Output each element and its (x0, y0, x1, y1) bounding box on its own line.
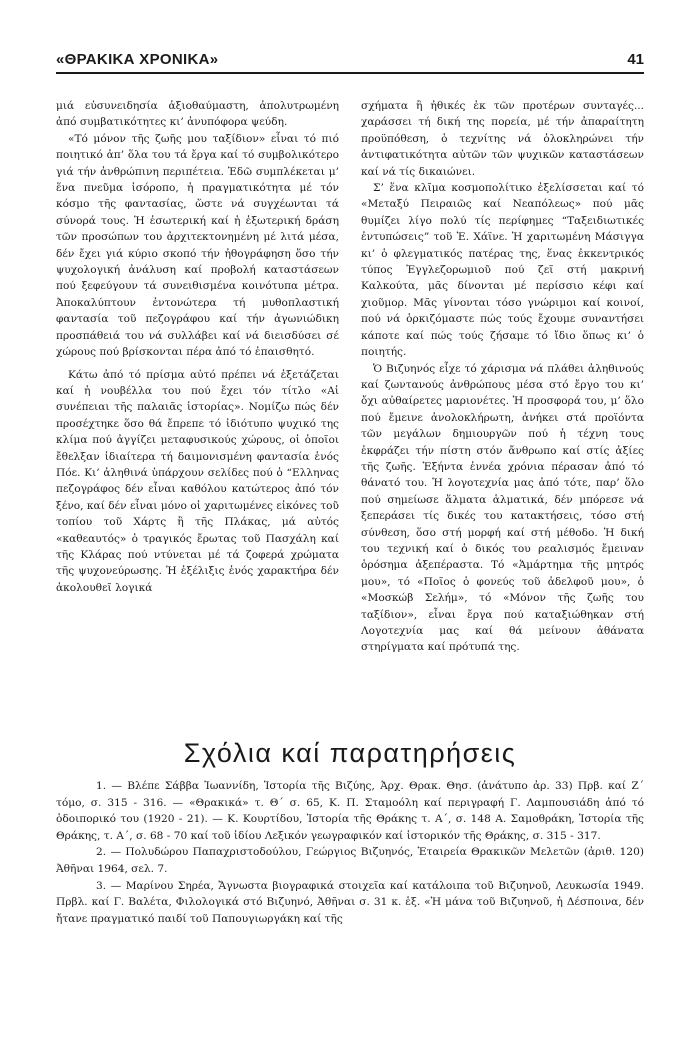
notes-heading: Σχόλια καί παρατηρήσεις (183, 738, 517, 768)
paragraph: Σ’ ἕνα κλῖμα κοσμοπολίτικο ἐξελίσσεται καί τό «Μεταξύ Πειραιῶς καί Νεαπόλεως» πού μᾶς θυμίζει λίγο πολύ τίς περίφημες “Ταξειδιωτικές ἐντυπώσεις” τοῦ Ἐ. Χάϊνε. Ἡ χαριτωμένη Μάσιγγα κι’ ὁ φλεγματικός πατέρας της, ἕνας ἐκκεντρικός τύπος Ἐγγλεζορωμιοῦ πού ζεῖ στή μακρινή Καλκούτα, μᾶς δίνονται μέ περίσσιο κέφι καί χιοῦμορ. Μᾶς γίνονται τόσο γνώριμοι καί κοινοί, πού νά ὁρκιζόμαστε πώς τούς ἔχουμε συναντήσει κάποτε καί πώς τούς ζήσαμε τό ἴδιο ὅπως κι’ ὁ ποιητής. (361, 182, 644, 359)
paragraph: Κάτω ἀπό τό πρίσμα αὐτό πρέπει νά ἐξετάζεται καί ἡ νουβέλλα του πού ἔχει τόν τίτλο «Αἱ συνέπειαι τῆς παλαιᾶς ἱστορίας». Νομίζω πώς δέν προσέχτηκε ὅσο θά ἔπρεπε τό ἰδιότυπο ψυχικό της κλίμα πού ἀγγίζει μεταφυσικούς χώρους, οἱ ὁποῖοι ἔθελξαν ἰδιαίτερα τή δαιμονισμένη φαντασία ἑνός Πόε. Κι’ ἀληθινά ὑπάρχουν σελίδες πού ὁ “Ελληνας πεζογράφος δέν εἶναι καθόλου κατώτερος ἀπό τόν ξένο, καί δέν εἶναι μόνο οἱ χαριτωμένες εἰκόνες τοῦ τοπίου τοῦ Χάρτς ἢ τῆς Πλάκας, μά αὐτός «καθεαυτός» ὁ τραγικός ἔρωτας τοῦ Πασχάλη καί τῆς Κλάρας πού ντύνεται μέ τά ζοφερά χρώματα τῆς ψυχονεύρωσης. Ἡ ἐξέλιξις ἑνός χαρακτήρα δέν ἀκολουθεῖ λογικά (56, 368, 339, 594)
page-number: 41 (627, 51, 644, 68)
paragraph: σχήματα ἢ ἠθικές ἐκ τῶν προτέρων συνταγές... χαράσσει τή δική της πορεία, μέ τήν ἀπαραίτητη προϋπόθεση, ὁ τεχνίτης νά ὁλοκληρώνει τήν ἀντιφατικότητα αὐτῶν τῶν ψυχικῶν καταστάσεων καί νά τίς δικαιώνει. (361, 100, 644, 178)
document-page (56, 44, 644, 1004)
note-item: 2. — Πολυδώρου Παπαχριστοδούλου, Γεώργιος Βιζυηνός, Ἑταιρεία Θρακικῶν Μελετῶν (ἀριθ. 120) Ἀθῆναι 1964, σελ. 7. (56, 846, 644, 875)
body-columns (56, 98, 644, 726)
paragraph: «Τό μόνον τῆς ζωῆς μου ταξίδιον» εἶναι τό πιό ποιητικό ἀπ’ ὅλα του τά ἔργα καί τό συμβολικότερο γιά τήν ἀνθρώπινη περιπέτεια. Ἐδῶ συμπλέκεται μ’ ἕνα πνεῦμα ἰσόροπο, ἡ πραγματικότητα μέ τόν κόσμο τῆς φαντασίας, ὥστε νά συγχέωνται τά σύνορά τους. Ἡ ἐσωτερική καί ἡ ἐξωτερική δράση τῶν προσώπων του ἀρχιτεκτονημένη μέ λιτά μέσα, δέν ἔχει γιά κύριο σκοπό τήν ἠθογράφηση ὅσο τήν ψυχολογική ἀνάλυση καί προβολή καταστάσεων πού ξεφεύγουν τά συνειθισμένα κοινότυπα μέτρα. Ἀποκαλύπτουν ἐντονώτερα τή μυθοπλαστική φαντασία τοῦ πεζογράφου καί τήν ἀγωνιώδικη προσπάθειά του νά συλλάβει καί νά διεισδύσει σέ χώρους πού βρίσκονται πέρα ἀπό τό ἐπαισθητό. (56, 132, 339, 359)
notes-section (56, 778, 644, 1038)
note-item: 1. — Βλέπε Σάββα Ἰωαννίδη, Ἱστορία τῆς Βιζύης, Ἀρχ. Θρακ. Θησ. (ἀνάτυπο ἀρ. 33) Πρβ. καί Ζ΄ τόμο, σ. 315 - 316. — «Θρακικά» τ. Θ΄ σ. 65, Κ. Π. Σταμοόλη καί περιγραφή Γ. Λαμπουσιάδη ἀπό τό ὁδοιπορικό του (1920 - 21). — Κ. Κουρτίδου, Ἱστορία τῆς Θράκης τ. Α΄, σ. 148 Α. Σαμοθράκη, Ἱστορία τῆς Θράκης, τ. Α΄, σ. 68 - 70 καί τοῦ ἰδίου Λεξικόν γεωγραφικόν καί ἱστορικόν τῆς Θράκης, σ. 315 - 317. (56, 780, 644, 842)
journal-title: «ΘΡΑΚΙΚΑ ΧΡΟΝΙΚΑ» (56, 51, 219, 68)
running-header (56, 44, 644, 74)
note-item: 3. — Μαρίνου Σηρέα, Ἄγνωστα βιογραφικά στοιχεῖα καί κατάλοιπα τοῦ Βιζυηνοῦ, Λευκωσία 1949. Πρβλ. καί Γ. Βαλέτα, Φιλολογικά στό Βιζυηνό, Ἀθῆναι σ. 31 κ. ἑξ. «Ἡ μάνα τοῦ Βιζυηνοῦ, ἡ Δέσποινα, δέν ἤτανε πραγματικό παιδί τοῦ Παπουγιωργάκη καί τῆς (56, 879, 644, 925)
left-column (56, 98, 339, 726)
right-column (361, 98, 644, 726)
paragraph: μιά εὐσυνειδησία ἀξιοθαύμαστη, ἀπολυτρωμένη ἀπό συμβατικότητες κι’ ἀνυπόφορα ψεύδη. (56, 100, 339, 129)
paragraph: Ὁ Βιζυηνός εἶχε τό χάρισμα νά πλάθει ἀληθινούς καί ζωντανούς ἀνθρώπους μέσα στό ἔργο του κι’ ὄχι αὐθαίρετες μαριονέτες. Ἡ προσφορά του, μ’ ὅλο πού ἔμεινε ἀνολοκλήρωτη, ἀνήκει στά προϊόντα τῶν μεγάλων δημιουργῶν πού ἡ τέχνη τους ἐκφράζει τήν πίστη στόν ἄνθρωπο καί στίς ἀξίες τῆς ζωῆς. Ἐξήντα ἐννέα χρόνια πέρασαν ἀπό τό θάνατό του. Ἡ λογοτεχνία μας ἀπό τότε, παρ’ ὅλο πού σημείωσε ἅλματα ἁλματικά, δέν μπόρεσε νά ξεπεράσει τίς δικές του κατακτήσεις, τόσο στή σύνθεση, ὅσο στή μορφή καί στή μέθοδο. Ἡ δική του τεχνική καί ὁ δικός του ρεαλισμός ἔμειναν ὁρόσημα ἀξεπέραστα. Τό «Ἁμάρτημα τῆς μητρός μου», τό «Ποῖος ὁ φονεύς τοῦ ἀδελφοῦ μου», ὁ «Μοσκώβ Σελήμ», τό «Μόνον τῆς ζωῆς του ταξίδιον», εἶναι ἔργα πού καταξιώθηκαν στή Λογοτεχνία μας καί θά μείνουν ἀθάνατα στηρίγματα καί πρότυπά της. (361, 362, 644, 654)
